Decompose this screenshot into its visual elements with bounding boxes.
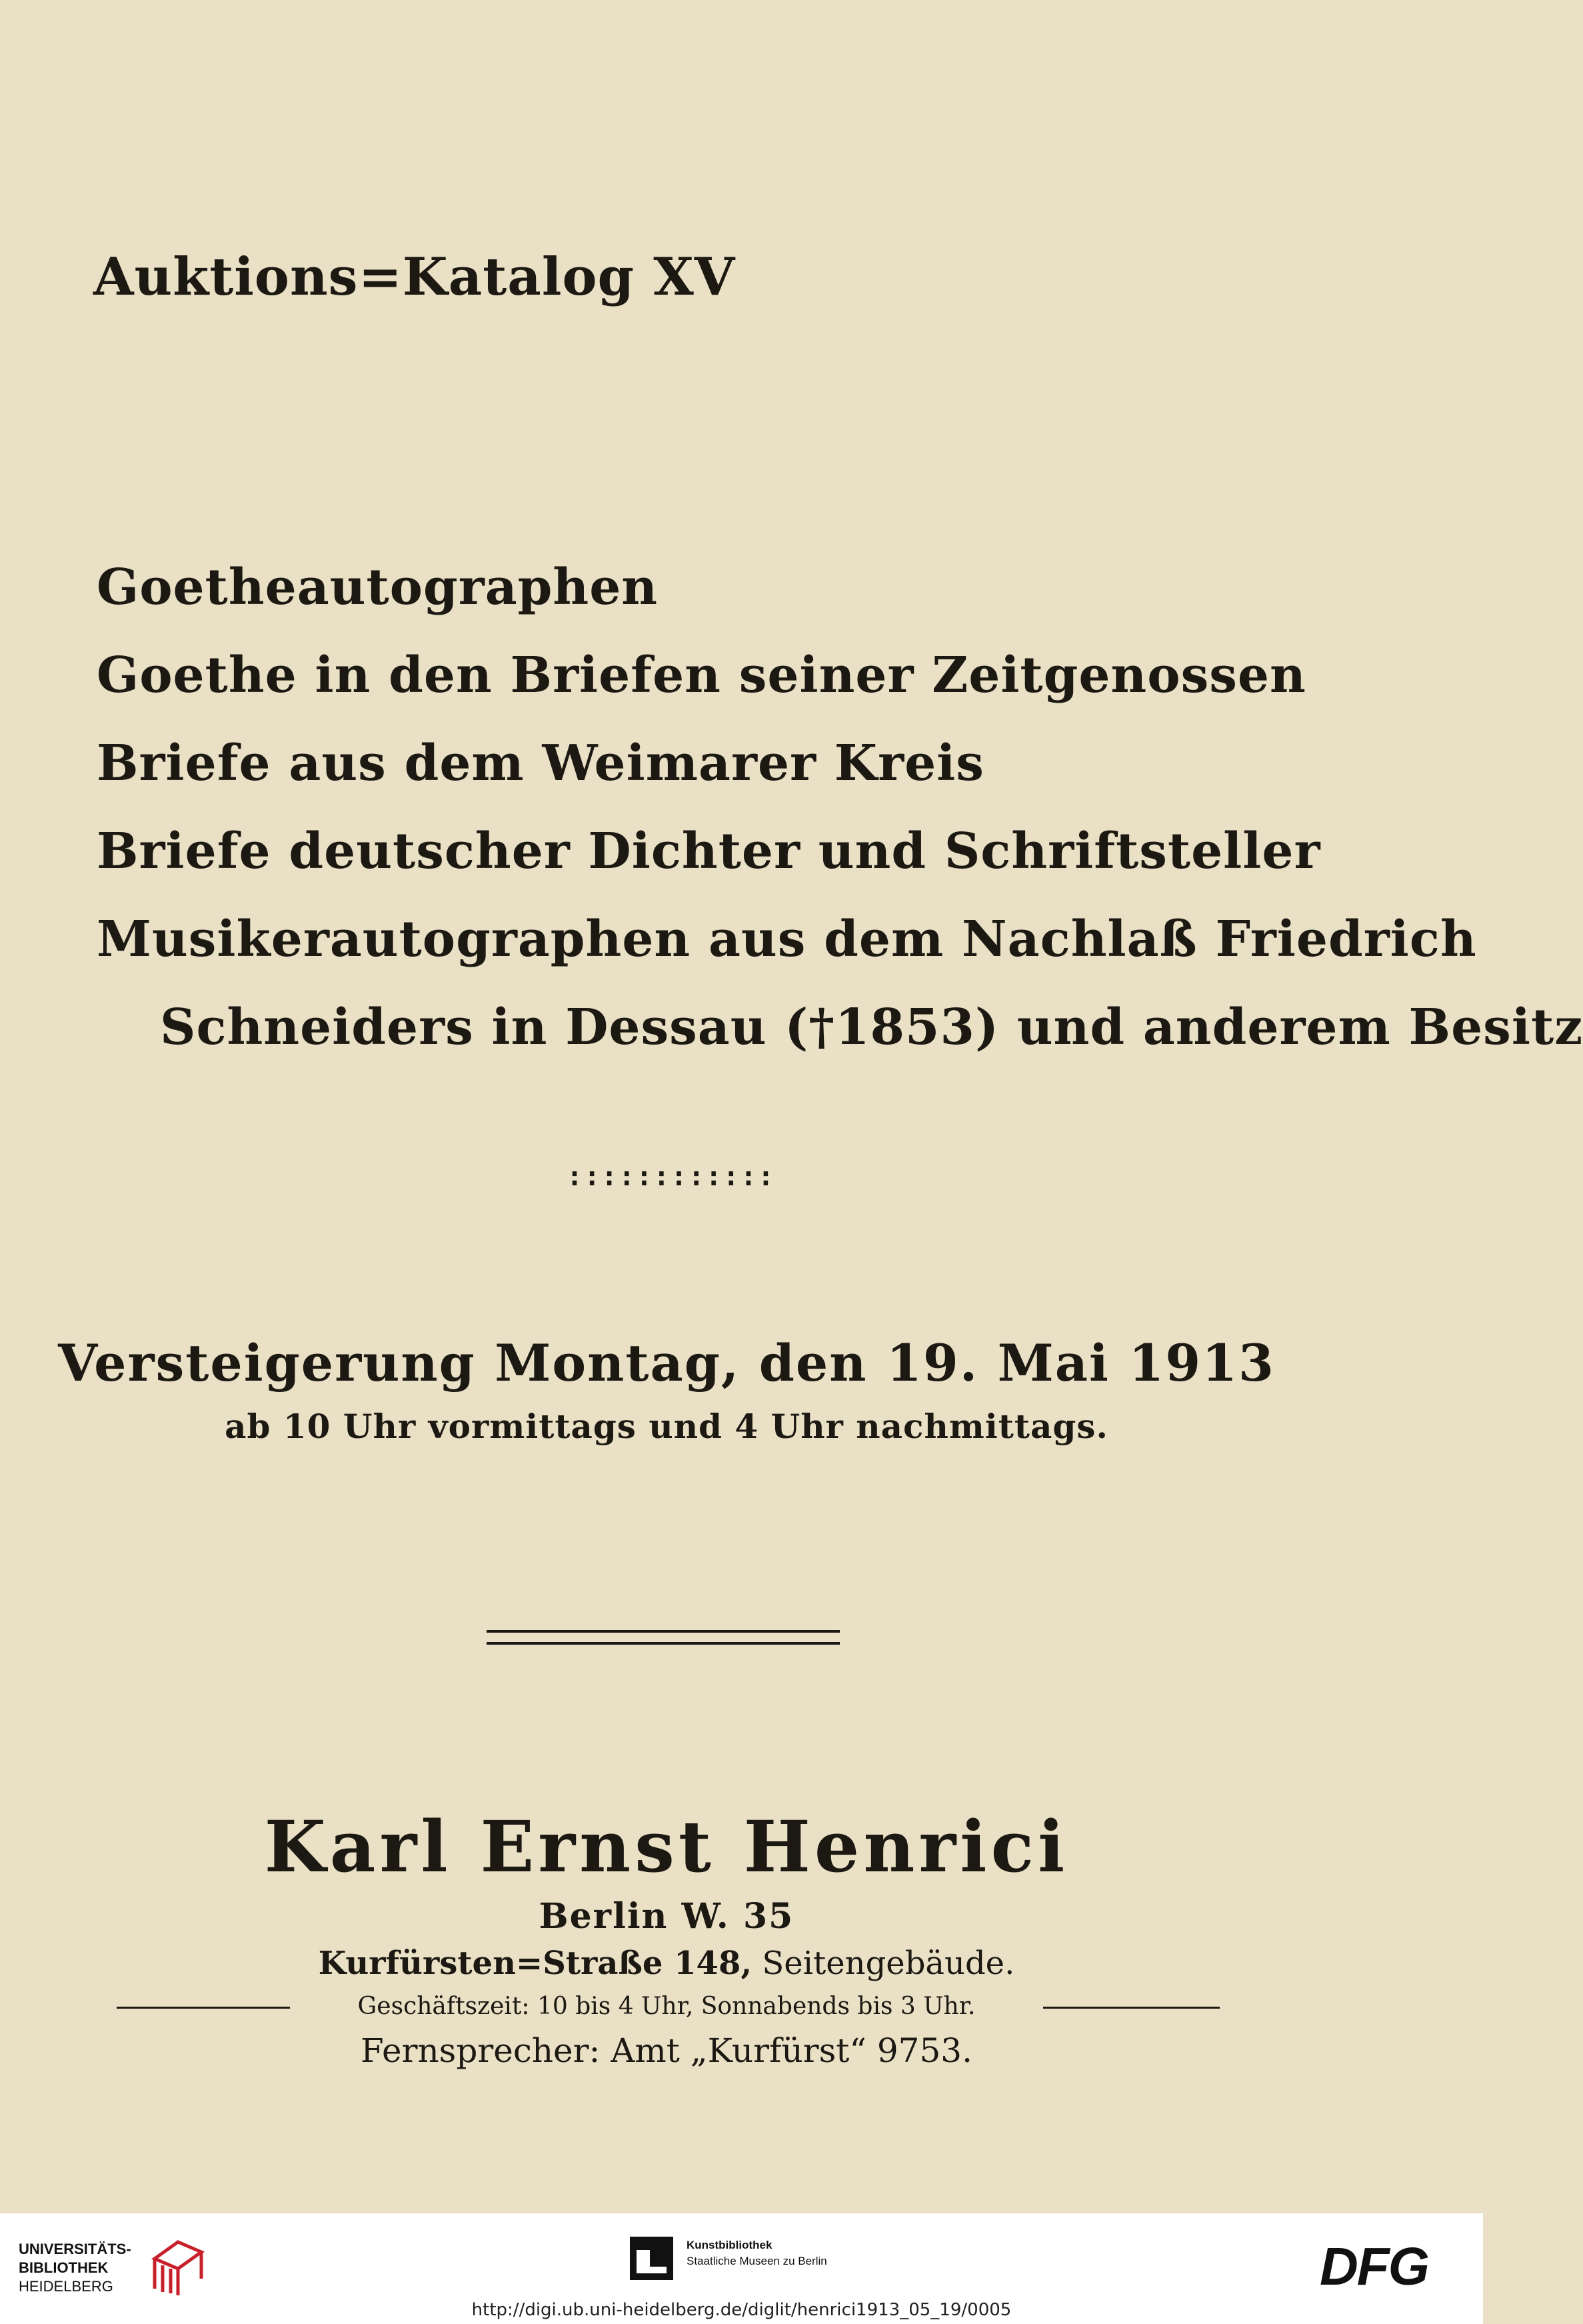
contents-line-5: Musikerautographen aus dem Nachlaß Friedrich [97, 911, 1477, 968]
publisher-street [0, 1940, 1333, 1987]
hours-rule-left [117, 2007, 290, 2009]
contents-line-4: Briefe deutscher Dichter und Schriftsteller [97, 823, 1321, 880]
ub-label-line-3: HEIDELBERG [19, 2278, 113, 2295]
contents-line-2: Goethe in den Briefen seiner Zeitgenossen [97, 647, 1306, 704]
publisher-phone: Fernsprecher: Amt „Kurfürst“ 9753. [361, 2031, 972, 2070]
publisher-block [0, 1800, 1333, 2075]
business-hours-text: Geschäftszeit: 10 bis 4 Uhr, Sonnabends bis 3 Uhr. [357, 1993, 976, 2020]
kunstbibliothek-label [687, 2237, 827, 2269]
contents-line-6: Schneiders in Dessau (†1853) und anderem Besitz [160, 999, 1583, 1056]
contents-list [97, 543, 1583, 1071]
publisher-name: Karl Ernst Henrici [264, 1805, 1069, 1888]
ub-heidelberg-label [19, 2240, 131, 2296]
publisher-city: Berlin W. 35 [539, 1896, 794, 1937]
auction-info [0, 1327, 1333, 1453]
dotted-ornament: :::::::::::: [567, 1161, 775, 1192]
ub-label-line-1: UNIVERSITÄTS- [19, 2241, 131, 2257]
ub-heidelberg-logo-icon [148, 2232, 205, 2299]
ub-label-line-2: BIBLIOTHEK [19, 2259, 109, 2276]
dfg-logo: DFG [1320, 2237, 1428, 2296]
contents-line-3: Briefe aus dem Weimarer Kreis [97, 735, 984, 792]
catalog-title: Auktions=Katalog XV [93, 247, 736, 307]
contents-line-1: Goetheautographen [97, 559, 659, 616]
kunstbibliothek-logo-icon [630, 2237, 673, 2280]
street-building: Seitengebäude. [762, 1945, 1015, 1982]
auction-date: Versteigerung Montag, den 19. Mai 1913 [58, 1333, 1275, 1393]
kb-label-line-1: Kunstbibliothek [687, 2239, 773, 2251]
double-rule-divider [487, 1630, 840, 1645]
digitization-footer [0, 2213, 1483, 2324]
business-hours [0, 1987, 1333, 2027]
street-address: Kurfürsten=Straße 148, [318, 1945, 753, 1982]
kb-label-line-2: Staatliche Museen zu Berlin [687, 2255, 827, 2267]
hours-rule-right [1043, 2007, 1220, 2009]
auction-times: ab 10 Uhr vormittags und 4 Uhr nachmittags. [225, 1407, 1108, 1446]
permalink-url[interactable]: http://digi.ub.uni-heidelberg.de/diglit/henrici1913_05_19/0005 [471, 2300, 1012, 2320]
